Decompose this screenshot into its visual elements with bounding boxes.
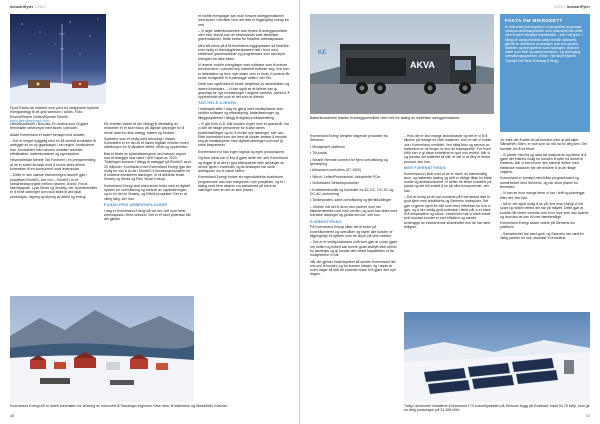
section-heading-fjernstyring: FJERNSTYRING (310, 219, 342, 224)
left-page-number: 16 (10, 414, 14, 418)
fact-box-mikronett (500, 14, 590, 132)
truck-photo-caption (310, 116, 494, 120)
paragraph: • Winch, LeftedProfessional, industrielle PCer (310, 174, 381, 179)
right-page (300, 0, 600, 424)
paragraph: Aktørl Kverneland er svært fornøyd med avtalen. (10, 132, 86, 137)
paragraph: • Sofisticated Networkprodukter (310, 181, 359, 186)
right-column-1-after (310, 225, 398, 276)
paragraph: Kverneland er stolt over at de er med i en bærekraftig lønn, og batteriets lasting og drift er viktige tiltak for både kunde og arbeidsvolumet. Vi setter de fleste kundene på pause og det blir enkelt å se på våre komponenter, sier han. (404, 171, 492, 193)
paragraph: Dette kan også bidra til bedre utnyttelse av arbeidstiden og lavere kostnader. – Vi kan også se at tallene kan gi grunnlag for nye investeringer i dagens varehus, samt for å opprettholde det som er det som er tiltenkt. (198, 82, 290, 99)
paragraph: I selskapet sitter i dag en gjeng med studieplasser som utvikler software og effektstyring, batteriløsninger og tilleggssystemer i tillegg til digital produktutvikling. (198, 107, 284, 120)
paragraph: – Nå er det også mulig å se på hvor mye energi vi har spart og hvilken effekt det har på miljøet. Dette gjør at kunden får bedre oversikt over hvor mye som kan spares og hvordan de kan bli mer bærekraftige. (500, 202, 589, 219)
right-running-header (554, 5, 590, 9)
solar-panel-image (404, 312, 590, 402)
paragraph: På Kverneland Energi sitter det et team på kontrollsenteret og overvåker og styrer alle kunder, er tilgjengelig i et system som de styrer på sine mobiler. (310, 225, 393, 238)
night-station-image (10, 14, 106, 104)
left-column-3 (198, 14, 290, 195)
paragraph: Vi leverer mobile energilager med software som til enhver tid informerer i sanntid hvor batteriet befinner seg, hva som er ladestatus og hvor mye strøm som er brukt. Kundene får bedre muligheter til å planlegge driften, sier Elk. (198, 63, 290, 80)
right-column-2 (404, 134, 492, 231)
truck-photo (310, 14, 494, 114)
arctic-village-photo (10, 296, 194, 402)
fact-box-title: FAKTA OM MIKRONETT (505, 18, 563, 23)
right-column-3 (500, 138, 590, 243)
truck-photo-caption-text: Batterikontainere fraktes til anleggsområder uten nett for lading av elektriske anleggsmaskiner. (310, 116, 461, 120)
paragraph: Ja, bare det å sette tid på kunden viser at det skjer. Sårbarhet i tiden, er noe som du må ha for deg selv. Det handler om å ha frihet. (500, 138, 587, 151)
paragraph: – Det er meget hyggelig med en så sentral kontrakter til anlegget av en ny gigastasjon i sin region, konkluderer han. Kontrakten med havnen omfatter solceller, effektbatteri, batterikontainer og styresystem. (10, 139, 96, 156)
photo-bottom-caption (10, 404, 290, 408)
right-column-1-body (310, 134, 398, 217)
paragraph: • Advanced controllers (S7-1500) (310, 168, 362, 173)
right-page-number: 17 (586, 414, 590, 418)
paragraph: • Tankesystem, samt overvåkning og fjerntilkoblinger (310, 198, 392, 203)
left-column-2 (104, 122, 192, 224)
section-heading-mer-fjernstyring: MER FJERNSTYRING (404, 165, 447, 170)
paragraph: – Det er mulig at de nye kundene på Kverneland ikke er godt kjent med teknikkens og Siemens funksjoner. Det gjør vi gjerne kjent for alle som viser interesse for hva vi gjør, og vi ser veldig godt potensial i dette når vi er klare til å ekspandere og vokse. Innimellom har vi blant annet sett hvordan kunder er mer effektive og mindre avhengige av eksisterende strømnettet enn de har vært tidligere. (404, 195, 491, 229)
paragraph: – Det er et veldig ballanses nivå som gjør at vi kan gjøre om driften og enkelt kan levere gode lastflytt etter behov for løsninger og gi kunder den beste kapasiteten ut fra mulighetene vi har. (310, 240, 398, 258)
photo-top-caption-text: Fjord Radio ble etablert som pilot for utslippsfrie hybride energianlegg til off-grid samfunn i Arktis. Foto: Envind/Stejen Holten/Nysdal Tolenik, (10, 106, 99, 119)
section-heading-fossilfrie: FOSSILFRIE ARBEIDSPLASSER (104, 203, 168, 207)
left-column-3-body (198, 14, 290, 99)
paragraph: • Smarte Remote connect for fjern-overvåkning og fjernstyring (310, 157, 388, 166)
paragraph: Kverneland Energi bruker sin egenutviklede skalerbare programvare som kan integreres i nye prosjekter, og er i dialog med flere aktører om samarbeid på tvers av næringer som en del av sine planer. (198, 175, 285, 193)
truck-image (310, 14, 494, 114)
left-column-3-after (198, 107, 290, 192)
solar-photo-caption (404, 404, 590, 413)
paragraph: Kverneland Energi satser videre på Siemens sin plattform. (500, 221, 575, 230)
solar-roof-photo (404, 312, 590, 402)
left-header-issue: 1/2017 (34, 5, 47, 9)
fact-box-body: Et mikronett (microgrid) er et geografisk avgrenset elektrisk distribusjonsnett, som potensielt kan drifte uten å være tilknyttet hovednettet – kalt «off-grid». I tillegg til vanlig elektrisk utstyr består mikronett gjerne av distribuert produksjon som sol og vind, batterier og energibærer som hydrogen, styrbare laster som elbil og varmtvannstank, og styringsog overvåkingssystemer. (Kilde: Fjernstyrt Nyfeldt Troedet Vell Strim Eierskap Energi) (505, 25, 584, 63)
paragraph: • Mindsphere plattform (310, 144, 346, 149)
paragraph: – Vi jobber med tid og data fra maskinene og bilene til å gjøre det enklest mulig for kunden å bytte fra diesel til elektrisk. Når vi kan levere den samme driften med elektriske maskiner blir det enklere å ta de riktige valgene. (500, 152, 587, 174)
paragraph: – Samarbeidet har vært godt, og Siemens har vært en viktig partner for oss, avslutter Kverneland. (500, 231, 584, 241)
photo-bottom-caption-text: Kverneland Energi AS er tildelt kontrakten for levering av mikronett til Stavanger-regionen Havn etter til batteriene og fleksibilitet i havnen. (10, 404, 229, 408)
village-image (10, 296, 194, 402)
paragraph: Kverneland Energi benytter følgende produkter fra Siemens: (310, 134, 388, 143)
photo-top-caption (10, 106, 106, 123)
solar-photo-caption-text: Tidlig i desember installerte Kverneland 170 solcellepanelen på Telenors bygg på Svalbard, totalt 54,75 kWp, som gir en årlig produksjon på 31.268 kWh. (404, 404, 590, 413)
paragraph: Havnedirektør Merete Gik Fordveer i en pressemelding at de er svært fornøyd med å kunne bidra denne kontrakten til en komponent local leverandør. (10, 158, 96, 171)
paragraph: Bak et fleste av spesialiseringene ved havnen regner han at anlegget skal være i drift i løpet av 2020. Tildelingen kommer i tillegg til anlegget på Elnett21 av kr 20 millioner. Kontrakten med Kverneland Energi gjør det mulig for oss å ta del i Elnett21's forretningsmodeller for å utdanne framtidens løsninger. Vi vil allerede bruke Smarty og Sticks og Rich Smart Energi. (104, 151, 192, 182)
paragraph: Utenriksminister i Bouvika. En arktisk som vil gjøre terminalen selvforsynt med strøm i perioder. (10, 122, 89, 131)
paragraph: Elk forteller videre at det i tillegg til utbetaling av miniceller er et stort fokus på digitale løsninger for å hente data fra ulike anlegg, batteri og brukere. (104, 122, 185, 135)
paragraph: Kverneland Energi skal blant annet bidra med et digitalt system for overvåkning og kontroll av oppskaleringen, og er en del av Smarty- og Effekt-prosjektet. Det er et viktig steg, sier han. (104, 183, 190, 201)
left-running-header (10, 5, 46, 9)
left-header-title: Industriflyter (10, 5, 34, 9)
right-column-1 (310, 134, 398, 279)
right-header-issue: 1/2017 (554, 5, 566, 9)
paragraph: Kverneland er fornøyd med både programvaren og samarbeidet med Siemens, og har store planer for fremtiden. (500, 176, 579, 189)
paragraph: Og ikke minst har vi lovt å gjøre dette her, sier Kverneland og legger til at det er god etterspørsel etter løsninger av denne typen i markedet, og at selskapet har store ambisjoner om å vokse videre. (198, 156, 288, 173)
truck-logo-ke: KE (318, 50, 327, 56)
left-column-2-body (104, 122, 192, 201)
truck-logo-akva: AKVA (410, 60, 435, 70)
left-column-1 (10, 122, 98, 201)
paragraph: – Vi går til en A-Å. Når kunden ringer med et spørsmål, har vi alle de riktige personene for å løse deres problemstillinger og for å utvikle nye løsninger, sier han. Etter kontrakten kom det frem at kunder ønsker å benytte seg av installasjoner med digitale løsninger som kan gi store besparelser. (198, 122, 289, 148)
right-column-2-body (404, 134, 492, 164)
left-column-2-after (104, 209, 192, 222)
paragraph: Kverneland tror han ingen fagfolk og egne produksjoner. (198, 149, 286, 154)
radio-station-photo (10, 14, 106, 104)
paragraph: • TIA portal (310, 151, 328, 156)
right-column-2-after (404, 172, 492, 229)
paragraph: I dag er Kverneland Energi på vei inn i det som heter arbeidsplass i flere sektorer. Det er et stort potensial når det gjelder (104, 208, 191, 222)
paragraph: Når det gjelder batterisystem så sender Kverneland det rett ned til kunden og fra kunden tilbake, og i løpet av noen dager så står de sammen klare til å gjøre den nye dagen. (310, 259, 396, 277)
paragraph: – Direkte må det å ha en stor partner som har tilstedeværelse over hele verden, og som kan bidra med tekniske løsninger og global service, sier han. (310, 204, 398, 218)
right-header-title: IndustriFyler (566, 5, 590, 9)
paragraph: Med sitt fokus på å få fremtidens byggeplasser så fossilfrie som mulig er teknologileverandøren helt i front med elektriske gravemaskiner og programvare som kan styre energien fra ulike kilder. (198, 43, 289, 61)
paragraph: – Vi lager batterikontainere som festes til anleggsområder uten nett, likevel kan de eksempelvis lade elektriske gravemaskiner. Dette bidrar for fossilfrie arbeidsplasser. (198, 28, 288, 42)
paragraph: • Krafteelektronikk og kontroller for AC-DC, DC-DC og DC-AC-omforming (310, 187, 394, 196)
paragraph: – Dette er den største investeringen havnen gjør i prosjektet Elnett21, sier hun – Elnett21 er et samarbeidsprosjekt mellom havnen, Avinor, Forus Næringspark, Lyse Elnett og Smartly, der hovedformålet er å finne løsninger som skal bidra til økt lokal produksjon, lagring og styring av effekt og energi. (10, 173, 97, 199)
photo-credit-link[interactable]: www.geirvanleyland.com (10, 118, 50, 123)
paragraph: – Hvis det er lavt mange lavkostnader og det er vi til å tilkoble på mange av våre maskiner, som er det vi holder oss i Kverneland-området. Ved riktig bruk og service av batteriene er de lenger liv enn de tradisjonelle. For hvert kWh kan vi gi disse enhetene en god nok levetid. Når vi og kunden ser batteriet bli slitt, er det vi vil tilby et bedre produkt, sier han. (404, 134, 492, 164)
paragraph: – Vi kan se hvor mange timer vi har i drift og planlegge etter det, sier han. (500, 191, 585, 200)
paragraph: et mobilt energilager kan man forsyne anleggsmaskiner med strøm i områder hvor det ikke er tilgjengelig energi fra nett. (198, 14, 289, 27)
section-heading-tar-hele-kjeden: TAR HELE KJEDEN (198, 101, 237, 106)
paragraph: Sykkelfor som er mulig med teknologi i lokaler. Kontrakten er en del av et større digitale enheter innen distribusjon for å håndtere effekt, vilkår og opplevelser. (104, 136, 189, 150)
